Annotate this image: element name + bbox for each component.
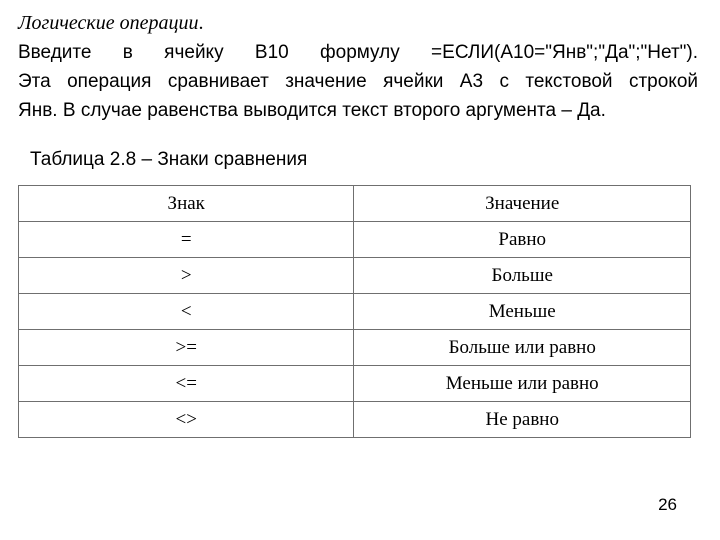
cell-meaning: Меньше bbox=[354, 294, 691, 330]
cell-meaning: Равно bbox=[354, 222, 691, 258]
cell-sign: <> bbox=[19, 402, 354, 438]
cell-sign: >= bbox=[19, 330, 354, 366]
paragraph-line-1: Введите в ячейку В10 формулу =ЕСЛИ(А10="Янв";"Да";"Нет"). bbox=[18, 42, 698, 63]
table-row bbox=[19, 222, 691, 258]
cell-sign: < bbox=[19, 294, 354, 330]
body-paragraph bbox=[18, 38, 698, 125]
heading-text: Логические операции bbox=[18, 12, 199, 34]
cell-meaning: Меньше или равно bbox=[354, 366, 691, 402]
table-row bbox=[19, 366, 691, 402]
cell-meaning: Не равно bbox=[354, 402, 691, 438]
comparison-signs-table bbox=[18, 185, 691, 438]
table-caption: Таблица 2.8 – Знаки сравнения bbox=[30, 149, 308, 170]
table-row bbox=[19, 402, 691, 438]
header-sign: Знак bbox=[19, 186, 354, 222]
header-meaning: Значение bbox=[354, 186, 691, 222]
paragraph-line-3: Янв. В случае равенства выводится текст второго аргумента – Да. bbox=[18, 100, 606, 121]
section-heading bbox=[18, 10, 204, 36]
cell-meaning: Больше bbox=[354, 258, 691, 294]
table-row bbox=[19, 294, 691, 330]
table-row bbox=[19, 330, 691, 366]
heading-dot: . bbox=[198, 12, 204, 34]
page-number: 26 bbox=[658, 495, 677, 514]
paragraph-line-2: Эта операция сравнивает значение ячейки А3 с текстовой строкой bbox=[18, 71, 698, 92]
cell-sign: > bbox=[19, 258, 354, 294]
table-header-row bbox=[19, 186, 691, 222]
table-row bbox=[19, 258, 691, 294]
cell-meaning: Больше или равно bbox=[354, 330, 691, 366]
cell-sign: <= bbox=[19, 366, 354, 402]
cell-sign: = bbox=[19, 222, 354, 258]
